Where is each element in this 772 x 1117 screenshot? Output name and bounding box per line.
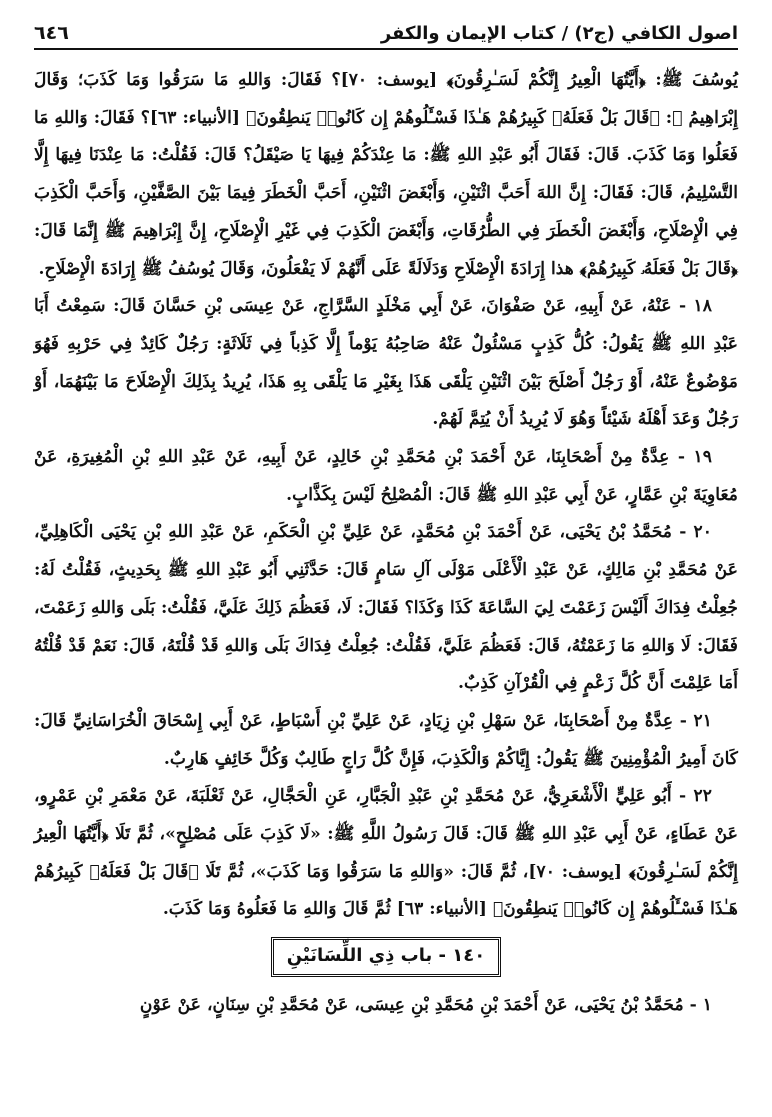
hadith-18: ١٨ - عَنْهُ، عَنْ أَبِيهِ، عَنْ صَفْوَانَ، عَنْ أَبِي مَخْلَدٍ السَّرَّاجِ، عَنْ عِيسَى بْنِ حَسَّانَ قَالَ: سَمِعْتُ أَبَا عَبْدِ اللهِ ﷺ يَقُولُ: كُلُّ كَذِبٍ مَسْئُولٌ عَنْهُ صَاحِبُهُ يَوْماً إِلَّا كَذِباً فِي ثَلَاثَةٍ: رَجُلٌ كَائِدٌ فِي حَرْبِهِ فَهُوَ مَوْضُوعٌ عَنْهُ، أَوْ رَجُلٌ أَصْلَحَ بَيْنَ اثْنَيْنِ يَلْقَى هَذَا بِغَيْرِ مَا يَلْقَى بِهِ هَذَا، يُرِيدُ بِذَلِكَ الْإِصْلَاحَ مَا بَيْنَهُمَا، أَوْ رَجُلٌ وَعَدَ أَهْلَهُ شَيْئاً وَهُوَ لَا يُرِيدُ أَنْ يُتِمَّ لَهُمْ. bbox=[34, 296, 738, 430]
chapter-heading-box: ١٤٠ - باب ذِي اللِّسَانَيْنِ bbox=[271, 937, 501, 977]
hadith-22: ٢٢ - أَبُو عَلِيٍّ الْأَشْعَرِيُّ، عَنْ مُحَمَّدِ بْنِ عَبْدِ الْجَبَّارِ، عَنِ الْحَجَّالِ، عَنْ ثَعْلَبَةَ، عَنْ مَعْمَرِ بْنِ عَمْرٍو، عَنْ عَطَاءٍ، عَنْ أَبِي عَبْدِ اللهِ ﷺ قَالَ: قَالَ رَسُولُ اللَّهِ ﷺ: «لَا كَذِبَ عَلَى مُصْلِحٍ»، ثُمَّ تَلَا ﴿أَيَّتُهَا الْعِيرُ إِنَّكُمْ لَسَـٰرِقُونَ﴾ [يوسف: ٧٠]، ثُمَّ قَالَ: «وَاللهِ مَا سَرَقُوا وَمَا كَذَبَ»، ثُمَّ تَلَا ﴿قَالَ بَلْ فَعَلَهُۥ كَبِيرُهُمْ هَـٰذَا فَسْـَٔلُوهُمْ إِن كَانُوا۟ يَنطِقُونَ﴾ [الأنبياء: ٦٣] ثُمَّ قَالَ وَاللهِ مَا فَعَلُوهُ وَمَا كَذَبَ. bbox=[34, 786, 738, 920]
running-header bbox=[34, 20, 738, 50]
page-number: ٦٤٦ bbox=[34, 22, 69, 44]
hadith-21: ٢١ - عِدَّةٌ مِنْ أَصْحَابِنَا، عَنْ سَهْلِ بْنِ زِيَادٍ، عَنْ عَلِيِّ بْنِ أَسْبَاطٍ، عَنْ أَبِي إِسْحَاقَ الْخُرَاسَانِيِّ قَالَ: كَانَ أَمِيرُ الْمُؤْمِنِينَ ﷺ يَقُولُ: إِيَّاكُمْ وَالْكَذِبَ، فَإِنَّ كُلَّ رَاجٍ طَالِبٌ وَكُلَّ خَائِفٍ هَارِبٌ. bbox=[34, 710, 738, 769]
running-title: اصول الكافي (ج٢) / كتاب الإيمان والكفر bbox=[380, 23, 738, 44]
hadith-19: ١٩ - عِدَّةٌ مِنْ أَصْحَابِنَا، عَنْ أَحْمَدَ بْنِ مُحَمَّدِ بْنِ خَالِدٍ، عَنْ أَبِيهِ، عَنْ عَبْدِ اللهِ بْنِ الْمُغِيرَةِ، عَنْ مُعَاوِيَةَ بْنِ عَمَّارٍ، عَنْ أَبِي عَبْدِ اللهِ ﷺ قَالَ: الْمُصْلِحُ لَيْسَ بِكَذَّابٍ. bbox=[34, 447, 738, 505]
hadith-1: ١ - مُحَمَّدُ بْنُ يَحْيَى، عَنْ أَحْمَدَ بْنِ مُحَمَّدِ بْنِ عِيسَى، عَنْ مُحَمَّدِ بْنِ سِنَانٍ، عَنْ عَوْنٍ bbox=[139, 995, 712, 1016]
paragraph-continuation: يُوسُفَ ﷺ: ﴿أَيَّتُهَا الْعِيرُ إِنَّكُمْ لَسَـٰرِقُونَ﴾ [يوسف: ٧٠]؟ فَقَالَ: وَاللهِ مَا سَرَقُوا وَمَا كَذَبَ؛ وَقَالَ إِبْرَاهِيمُ ﷺ: ﴿قَالَ بَلْ فَعَلَهُۥ كَبِيرُهُمْ هَـٰذَا فَسْـَٔلُوهُمْ إِن كَانُوا۟ يَنطِقُونَ﴾ [الأنبياء: ٦٣]؟ فَقَالَ: وَاللهِ مَا فَعَلُوا وَمَا كَذَبَ. قَالَ: فَقَالَ أَبُو عَبْدِ اللهِ ﷺ: مَا عِنْدَكُمْ فِيهَا يَا صَيْقَلُ؟ قَالَ: فَقُلْتُ: مَا عِنْدَنَا فِيهَا إِلَّا التَّسْلِيمُ، قَالَ: فَقَالَ: إِنَّ اللهَ أَحَبَّ اثْنَيْنِ، وَأَبْغَضَ اثْنَيْنِ، أَحَبَّ الْخَطَرَ فِيمَا بَيْنَ الصَّفَّيْنِ، وَأَحَبَّ الْكَذِبَ فِي الْإِصْلَاحِ، وَأَبْغَضَ الْخَطَرَ فِي الطُّرُقَاتِ، وَأَبْغَضَ الْكَذِبَ فِي غَيْرِ الْإِصْلَاحِ، إِنَّ إِبْرَاهِيمَ ﷺ إِنَّمَا قَالَ: ﴿قَالَ بَلْ فَعَلَهُۥ كَبِيرُهُمْ﴾ هذا إِرَادَةَ الْإِصْلَاحِ وَدَلَالَةً عَلَى أَنَّهُمْ لَا يَفْعَلُونَ، وَقَالَ يُوسُفُ ﷺ إِرَادَةَ الْإِصْلَاحِ. bbox=[34, 70, 738, 279]
hadith-20: ٢٠ - مُحَمَّدُ بْنُ يَحْيَى، عَنْ أَحْمَدَ بْنِ مُحَمَّدٍ، عَنْ عَلِيِّ بْنِ الْحَكَمِ، عَنْ عَبْدِ اللهِ بْنِ يَحْيَى الْكَاهِلِيِّ، عَنْ مُحَمَّدِ بْنِ مَالِكٍ، عَنْ عَبْدِ الْأَعْلَى مَوْلَى آلِ سَامٍ قَالَ: حَدَّثَنِي أَبُو عَبْدِ اللهِ ﷺ بِحَدِيثٍ، فَقُلْتُ لَهُ: جُعِلْتُ فِدَاكَ أَلَيْسَ زَعَمْتَ لِيَ السَّاعَةَ كَذَا وَكَذَا؟ فَقَالَ: لَا، فَعَظُمَ ذَلِكَ عَلَيَّ، فَقُلْتُ: بَلَى وَاللهِ زَعَمْتَ، فَقَالَ: لَا وَاللهِ مَا زَعَمْتُهُ، قَالَ: فَعَظُمَ عَلَيَّ، فَقُلْتُ: جُعِلْتُ فِدَاكَ بَلَى وَاللهِ قَدْ قُلْتَهُ، قَالَ: نَعَمْ قَدْ قُلْتُهُ أَمَا عَلِمْتَ أَنَّ كُلَّ زَعْمٍ فِي الْقُرْآنِ كَذِبٌ. bbox=[34, 522, 738, 694]
main-text bbox=[34, 62, 738, 1025]
